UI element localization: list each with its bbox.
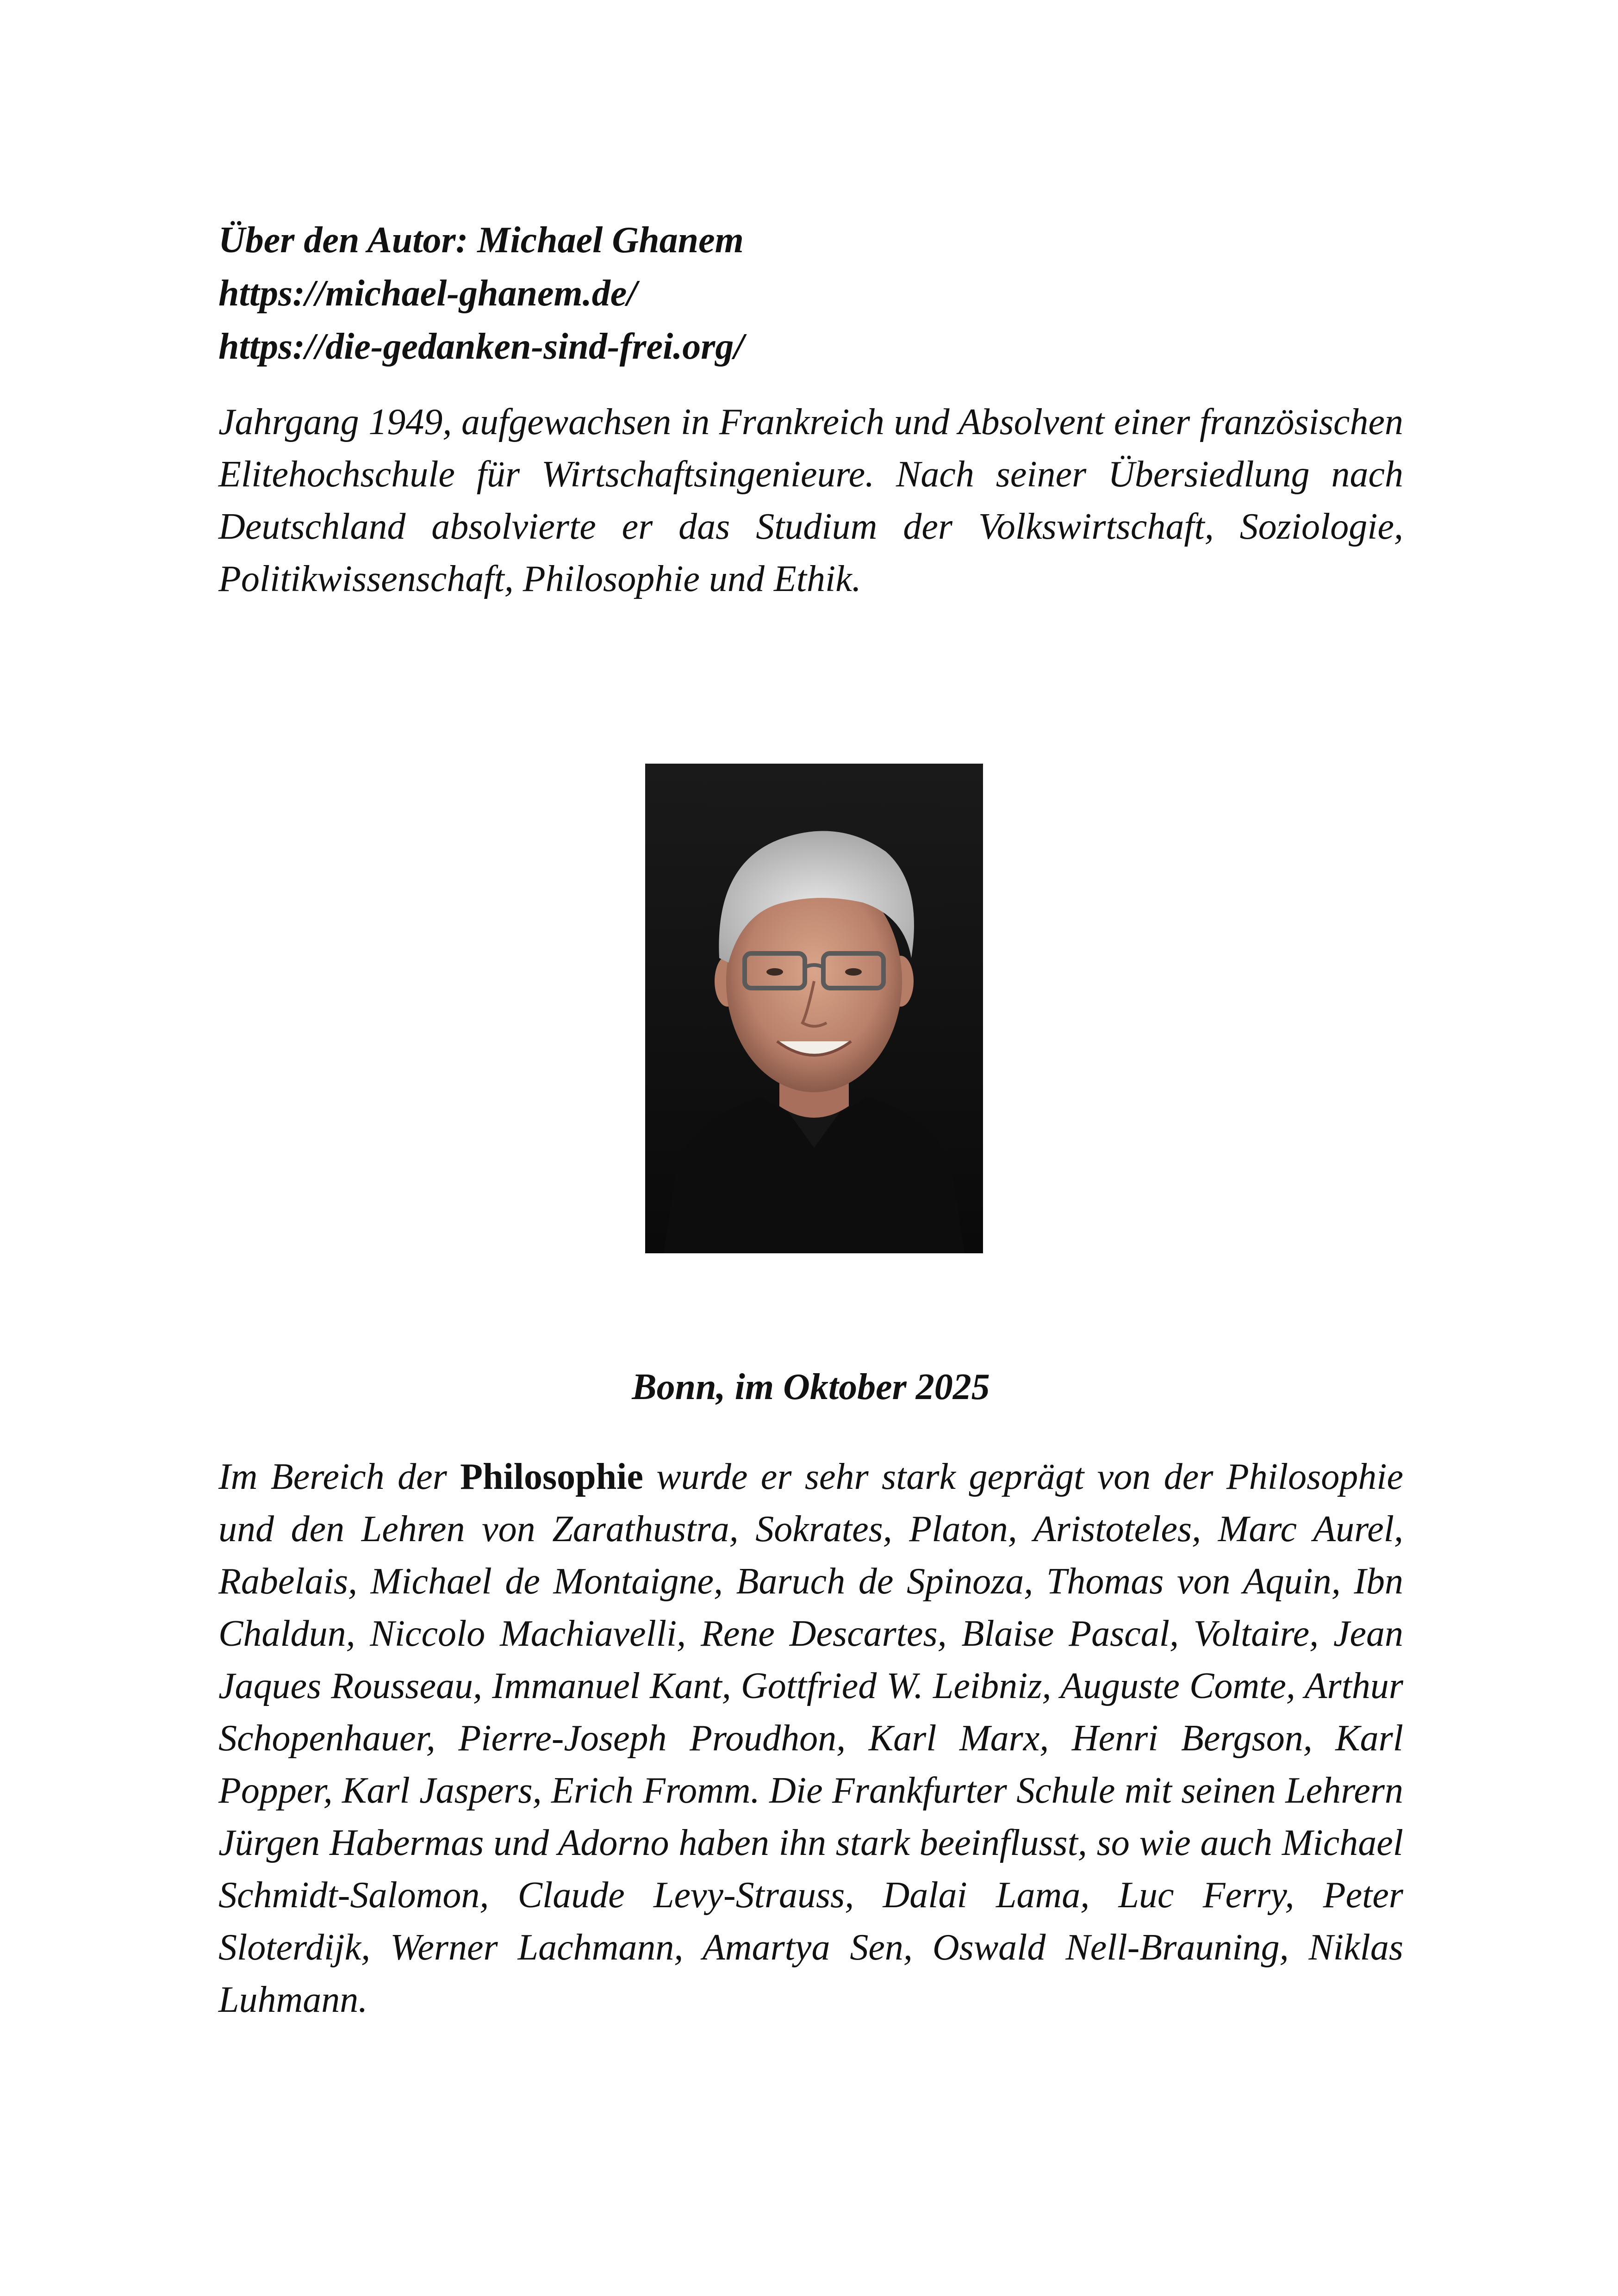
blog-website-link[interactable]: https://die-gedanken-sind-frei.org/ xyxy=(218,326,744,367)
author-title: Über den Autor: Michael Ghanem xyxy=(218,220,744,261)
author-header xyxy=(218,214,1403,373)
author-website-link[interactable]: https://michael-ghanem.de/ xyxy=(218,273,637,314)
author-portrait-photo xyxy=(645,764,983,1253)
philosophy-keyword: Philosophie xyxy=(460,1456,643,1497)
philosophy-paragraph xyxy=(218,1451,1403,2026)
place-and-date: Bonn, im Oktober 2025 xyxy=(632,1367,990,1407)
biography-intro: Jahrgang 1949, aufgewachsen in Frankreich und Absolvent einer französischen Elitehochschule für Wirtschaftsingenieure. Nach seiner Übersiedlung nach Deutschland absolvierte er das Studium der Volkswirtschaft, Soziologie, Politikwissenschaft, Philosophie und Ethik. xyxy=(218,402,1403,599)
philosophy-text: wurde er sehr stark geprägt von der Philosophie und den Lehren von Zarathustra, Sokrates, Platon, Aristoteles, Marc Aurel, Rabelais, Michael de Montaigne, Baruch de Spinoza, Thomas von Aquin, Ibn Chaldun, Niccolo Machiavelli, Rene Descartes, Blaise Pascal, Voltaire, Jean Jaques Rousseau, Immanuel Kant, Gottfried W. Leibniz, Auguste Comte, Arthur Schopenhauer, Pierre-Joseph Proudhon, Karl Marx, Henri Bergson, Karl Popper, Karl Jaspers, Erich Fromm. Die Frankfurter Schule mit seinen Lehrern Jürgen Habermas und Adorno haben ihn stark beeinflusst, so wie auch Michael Schmidt-Salomon, Claude Levy-Strauss, Dalai Lama, Luc Ferry, Peter Sloterdijk, Werner Lachmann, Amartya Sen, Oswald Nell-Brauning, Niklas Luhmann. xyxy=(218,1456,1404,2020)
philosophy-lead: Im Bereich der xyxy=(218,1456,447,1497)
